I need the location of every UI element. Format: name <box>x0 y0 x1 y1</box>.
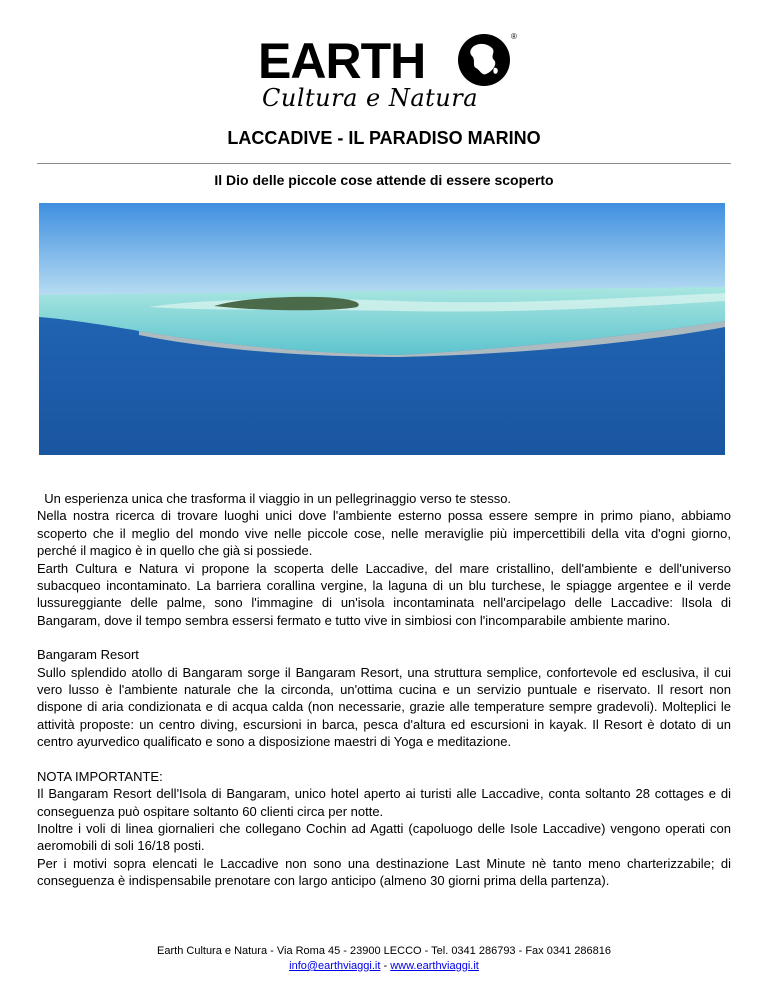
divider <box>37 163 731 164</box>
link-separator: - <box>380 960 391 972</box>
resort-paragraph: Sullo splendido atollo di Bangaram sorge il Bangaram Resort, una struttura semplice, confortevole ed esclusiva, il cui vero lusso è l'ambiente naturale che la circonda, un'ottima cucina e un servizio puntuale e riservato. Il resort non dispone di aria condizionata e di acqua calda (non necessarie, grazie alle temperature sempre gradevoli). Molteplici le attività proposte: un centro diving, escursioni in barca, pesca d'altura ed escursioni in kayak. Il Resort è dotato di un centro ayurvedico qualificato e sono a disposizione maestri di Yoga e meditazione. <box>37 664 731 750</box>
intro-lead: Un esperienza unica che trasforma il viaggio in un pellegrinaggio verso te stesso. <box>37 491 512 506</box>
logo-wordmark: EARTH <box>258 33 426 89</box>
footer <box>0 944 768 974</box>
resort-heading: Bangaram Resort <box>37 647 139 663</box>
intro-paragraph-1: Nella nostra ricerca di trovare luoghi unici dove l'ambiente esterno possa essere sempre in primo piano, abbiamo scoperto che il meglio del mondo vive nelle piccole cose, nelle meraviglie più impercettibili della vita d'ogni giorno, perché il magico è in quello che già si possiede. <box>37 508 731 559</box>
website-link[interactable]: www.earthviaggi.it <box>390 960 479 972</box>
intro-paragraph-2: Earth Cultura e Natura vi propone la scoperta delle Laccadive, del mare cristallino, dell'ambiente e dell'universo subacqueo incontaminato. La barriera corallina vergine, la laguna di un blu turchese, le spiagge argentee e il verde lussureggiante delle palme, sono l'immagine di un'isola incontaminata nell'arcipelago delle Laccadive: lIsola di Bangaram, dove il tempo sembra essersi fermato e tutto vive in simbiosi con l'incomparabile ambiente marino. <box>37 560 731 628</box>
article-body <box>37 490 731 890</box>
logo-subtitle: Cultura e Natura <box>262 84 479 112</box>
spacer <box>37 751 731 768</box>
page-title: LACCADIVE - IL PARADISO MARINO <box>227 128 541 148</box>
page-subtitle: Il Dio delle piccole cose attende di essere scoperto <box>214 172 554 188</box>
registered-mark: ® <box>511 32 517 41</box>
note-paragraph-2: Inoltre i voli di linea giornalieri che collegano Cochin ad Agatti (capoluogo delle Isole Laccadive) vengono operati con aeromobili di soli 16/18 posti. <box>37 820 731 854</box>
note-paragraph-1: Il Bangaram Resort dell'Isola di Bangaram, unico hotel aperto ai turisti alle Laccadive, conta soltanto 28 cottages e di conseguenza può ospitare soltanto 60 clienti circa per notte. <box>37 786 731 819</box>
email-link[interactable]: info@earthviaggi.it <box>289 960 381 972</box>
globe-icon <box>456 32 512 88</box>
earth-logo <box>258 28 520 114</box>
footer-links <box>0 959 768 974</box>
spacer <box>37 629 731 646</box>
note-paragraph-3: Per i motivi sopra elencati le Laccadive non sono una destinazione Last Minute nè tanto meno charterizzabile; di conseguenza è indispensabile prenotare con largo anticipo (almeno 30 giorni prima della partenza). <box>37 855 731 889</box>
note-heading: NOTA IMPORTANTE: <box>37 768 163 784</box>
lagoon-photo <box>39 203 725 455</box>
footer-address: Earth Cultura e Natura - Via Roma 45 - 23900 LECCO - Tel. 0341 286793 - Fax 0341 286816 <box>157 945 611 957</box>
